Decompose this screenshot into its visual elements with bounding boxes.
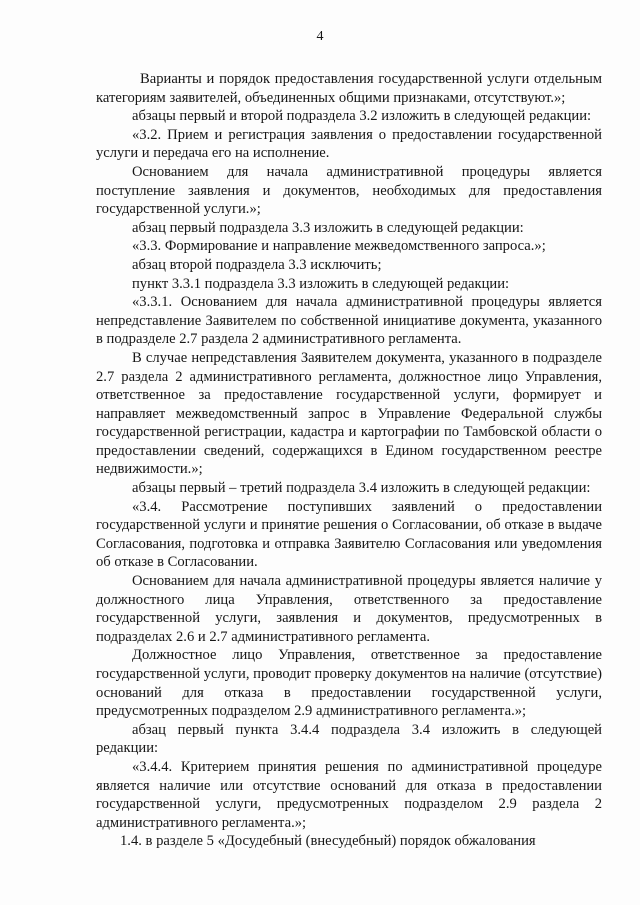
paragraph-3-2-title: «3.2. Прием и регистрация заявления о предоставлении государственной услуги и передача его на исполнение. bbox=[96, 126, 602, 162]
paragraph-1-4-section-5: 1.4. в разделе 5 «Досудебный (внесудебный) порядок обжалования bbox=[120, 833, 536, 850]
document-body bbox=[96, 70, 602, 851]
paragraph-amend-3-3-first: абзац первый подраздела 3.3 изложить в следующей редакции: bbox=[132, 219, 524, 236]
paragraph-amend-3-3-1: пункт 3.3.1 подраздела 3.3 изложить в следующей редакции: bbox=[132, 275, 510, 292]
paragraph-3-4-basis: Основанием для начала административной процедуры является наличие у должностного лица Управления, ответственного за предоставление государственной услуги, заявления и документов, предусмотренных в подразделах 2.6 и 2.7 административного регламента. bbox=[96, 573, 602, 645]
paragraph-amend-3-2: абзацы первый и второй подраздела 3.2 изложить в следующей редакции: bbox=[132, 108, 592, 125]
paragraph-amend-3-4-4: абзац первый пункта 3.4.4 подраздела 3.4 изложить в следующей редакции: bbox=[96, 721, 602, 757]
paragraph-3-3-title: «3.3. Формирование и направление межведомственного запроса.»; bbox=[132, 238, 546, 255]
page-number: 4 bbox=[316, 29, 324, 44]
paragraph-3-4-title: «3.4. Рассмотрение поступивших заявлений о предоставлении государственной услуги и принятие решения о Согласовании, об отказе в выдаче Согласования, подготовка и отправка Заявителю Согласования или уведомления об отказе в Согласовании. bbox=[96, 498, 602, 571]
paragraph-3-3-second-excluded: абзац второй подраздела 3.3 исключить; bbox=[132, 256, 382, 273]
paragraph-3-3-1-basis: «3.3.1. Основанием для начала административной процедуры является непредставление Заявителем по собственной инициативе документа, указанного в подразделе 2.7 раздела 2 административного регламента. bbox=[96, 294, 602, 348]
paragraph-3-3-1-request: В случае непредставления Заявителем документа, указанного в подразделе 2.7 раздела 2 административного регламента, должностное лицо Управления, ответственное за предоставление государственной услуги, формирует и направляет межведомственный запрос в Управление Федеральной службы государственной регистрации, кадастра и картографии по Тамбовской области о предоставлении сведений, содержащихся в Едином государственном реестре недвижимости.»; bbox=[96, 349, 602, 478]
paragraph-3-2-basis: Основанием для начала административной процедуры является поступление заявления и документов, необходимых для предоставления государственной услуги.»; bbox=[96, 163, 602, 218]
paragraph-amend-3-4: абзацы первый – третий подраздела 3.4 изложить в следующей редакции: bbox=[132, 480, 591, 497]
paragraph-3-4-check: Должностное лицо Управления, ответственное за предоставление государственной услуги, проводит проверку документов на наличие (отсутствие) оснований для отказа в предоставлении государственной услуги, предусмотренных подразделом 2.9 административного регламента.»; bbox=[96, 647, 602, 720]
paragraph-3-4-4-criterion: «3.4.4. Критерием принятия решения по административной процедуре является наличие или отсутствие оснований для отказа в предоставлении государственной услуги, предусмотренных подразделом 2.9 раздела 2 административного регламента.»; bbox=[96, 758, 602, 831]
paragraph-options-procedure: Варианты и порядок предоставления государственной услуги отдельным категориям заявителей, объединенных общими признаками, отсутствуют.»; bbox=[96, 71, 602, 106]
